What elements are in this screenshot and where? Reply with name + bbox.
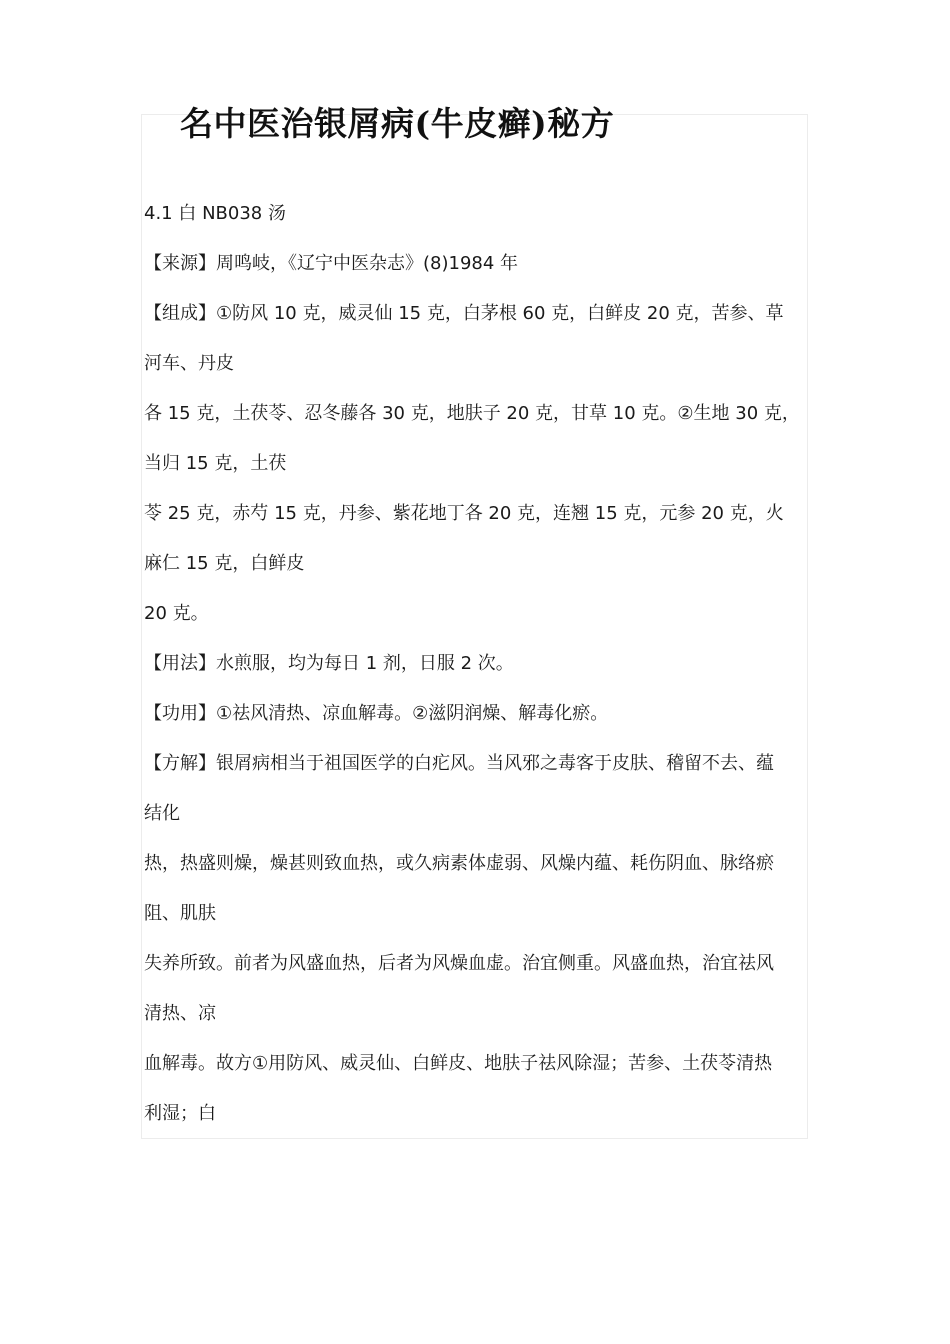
text-line: 【用法】水煎服，均为每日 1 剂，日服 2 次。 (144, 653, 514, 674)
text-line: 当归 15 克，土茯 (144, 453, 287, 474)
text-line: 苓 25 克，赤芍 15 克，丹参、紫花地丁各 20 克，连翘 15 克，元参 20 克，火 (144, 503, 784, 524)
document-title: 名中医治银屑病(牛皮癣)秘方 (180, 104, 615, 143)
text-line: 麻仁 15 克，白鲜皮 (144, 553, 305, 574)
text-line: 【功用】①祛风清热、凉血解毒。②滋阴润燥、解毒化瘀。 (144, 703, 609, 724)
text-line: 热，热盛则燥，燥甚则致血热，或久病素体虚弱、风燥内蕴、耗伤阴血、脉络瘀 (144, 853, 774, 874)
text-line: 【组成】①防风 10 克，威灵仙 15 克，白茅根 60 克，白鲜皮 20 克，苦参、草 (144, 303, 784, 324)
text-line: 清热、凉 (144, 1003, 216, 1024)
text-line: 【方解】银屑病相当于祖国医学的白疕风。当风邪之毒客于皮肤、稽留不去、蕴 (144, 753, 774, 774)
text-line: 20 克。 (144, 603, 209, 624)
document-body (144, 189, 820, 1139)
text-line: 4.1 白 NB038 汤 (144, 203, 286, 224)
text-line: 结化 (144, 803, 180, 824)
text-line: 阻、肌肤 (144, 903, 216, 924)
text-line: 利湿；白 (144, 1103, 216, 1124)
text-line: 失养所致。前者为风盛血热，后者为风燥血虚。治宜侧重。风盛血热，治宜祛风 (144, 953, 774, 974)
text-line: 血解毒。故方①用防风、威灵仙、白鲜皮、地肤子祛风除湿；苦参、土茯苓清热 (144, 1053, 773, 1074)
text-line: 各 15 克，土茯苓、忍冬藤各 30 克，地肤子 20 克，甘草 10 克。②生地 30 克， (144, 403, 800, 424)
text-line: 河车、丹皮 (144, 353, 234, 374)
text-line: 【来源】周鸣岐，《辽宁中医杂志》(8)1984 年 (144, 253, 519, 274)
